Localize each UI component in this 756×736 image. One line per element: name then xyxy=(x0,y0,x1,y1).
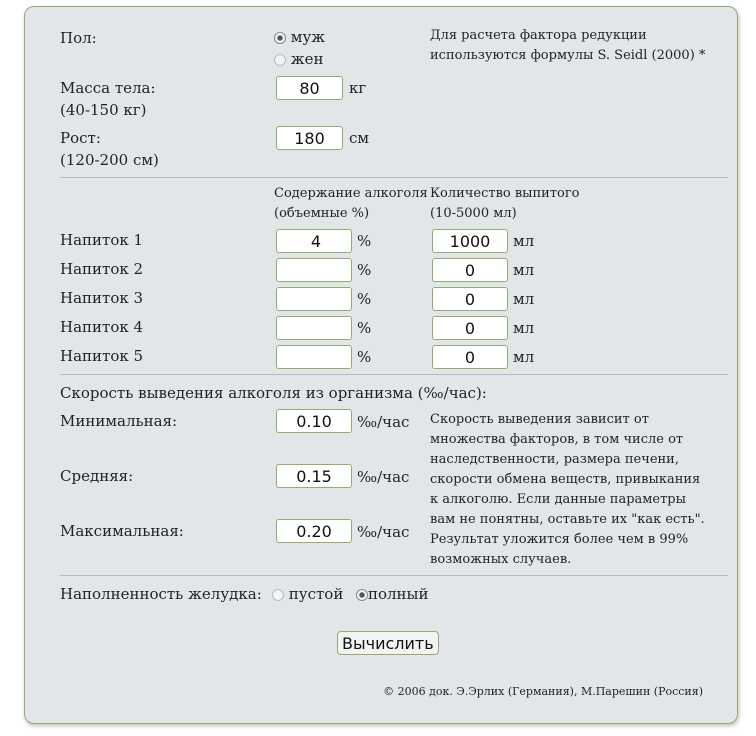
stomach-option-full-label: полный xyxy=(368,585,429,603)
radio-female[interactable] xyxy=(274,54,286,66)
divider xyxy=(60,177,728,178)
drink-percent-unit: % xyxy=(357,290,372,308)
drink-label: Напиток 2 xyxy=(60,260,144,278)
alcohol-header-line-2: (объемные %) xyxy=(274,206,370,221)
drink-amount-unit: мл xyxy=(513,261,535,279)
drink-label: Напиток 3 xyxy=(60,289,144,307)
drink-amount-input[interactable] xyxy=(432,316,508,340)
weight-label: Масса тела: xyxy=(60,79,156,97)
weight-range: (40-150 кг) xyxy=(60,101,147,119)
drink-amount-input[interactable] xyxy=(432,229,508,253)
drink-amount-input[interactable] xyxy=(432,345,508,369)
stomach-label: Наполненность желудка: xyxy=(60,585,262,603)
stomach-option-empty[interactable] xyxy=(272,584,343,604)
amount-header-line-2: (10-5000 мл) xyxy=(430,206,517,221)
elimination-title: Скорость выведения алкоголя из организма (‰/час): xyxy=(60,384,487,402)
drink-amount-unit: мл xyxy=(513,290,535,308)
stomach-option-full[interactable] xyxy=(356,584,429,604)
drink-row xyxy=(25,258,725,287)
divider xyxy=(60,575,728,576)
rate-max-unit: ‰/час xyxy=(357,523,410,541)
gender-option-female[interactable] xyxy=(274,49,323,69)
height-range: (120-200 см) xyxy=(60,151,159,169)
divider xyxy=(60,374,728,375)
elimination-note-line: Скорость выведения зависит от xyxy=(430,412,649,427)
formula-note-line-1: Для расчета фактора редукции xyxy=(430,28,647,43)
drink-label: Напиток 4 xyxy=(60,318,144,336)
drink-row xyxy=(25,287,725,316)
drink-label: Напиток 5 xyxy=(60,347,144,365)
copyright: © 2006 док. Э.Эрлих (Германия), М.Парешин (Россия) xyxy=(383,685,703,698)
drink-percent-input[interactable] xyxy=(276,316,352,340)
calculator-panel xyxy=(24,6,738,724)
weight-unit: кг xyxy=(349,79,367,97)
drink-amount-input[interactable] xyxy=(432,258,508,282)
gender-option-female-label: жен xyxy=(290,50,324,68)
drink-amount-unit: мл xyxy=(513,348,535,366)
elimination-note-line: возможных случаев. xyxy=(430,552,572,567)
height-unit: см xyxy=(349,129,370,147)
elimination-note-line: наследственности, размера печени, xyxy=(430,452,679,467)
drink-label: Напиток 1 xyxy=(60,231,144,249)
gender-option-male[interactable] xyxy=(274,27,325,47)
height-label: Рост: xyxy=(60,129,101,147)
formula-note-line-2: используются формулы S. Seidl (2000) * xyxy=(430,48,706,63)
drink-row xyxy=(25,229,725,258)
gender-label: Пол: xyxy=(60,29,97,47)
drink-amount-unit: мл xyxy=(513,232,535,250)
drink-percent-input[interactable] xyxy=(276,229,352,253)
drink-row xyxy=(25,345,725,374)
rate-max-label: Максимальная: xyxy=(60,522,184,540)
drink-percent-unit: % xyxy=(357,232,372,250)
radio-stomach-empty[interactable] xyxy=(272,589,284,601)
weight-input[interactable] xyxy=(276,76,343,100)
elimination-note-line: множества факторов, в том числе от xyxy=(430,432,684,447)
elimination-note-line: к алкоголю. Если данные параметры xyxy=(430,492,686,507)
elimination-note-line: Результат уложится более чем в 99% xyxy=(430,532,689,547)
rate-min-input[interactable] xyxy=(276,409,352,433)
gender-option-male-label: муж xyxy=(290,28,326,46)
drink-percent-unit: % xyxy=(357,319,372,337)
rate-avg-label: Средняя: xyxy=(60,467,134,485)
height-input[interactable] xyxy=(276,126,343,150)
amount-header-line-1: Количество выпитого xyxy=(430,186,580,201)
rate-avg-input[interactable] xyxy=(276,464,352,488)
stomach-option-empty-label: пустой xyxy=(288,585,344,603)
rate-min-label: Минимальная: xyxy=(60,412,178,430)
elimination-note-line: скорости обмена веществ, привыкания xyxy=(430,472,701,487)
alcohol-header-line-1: Содержание алкоголя xyxy=(274,186,428,201)
rate-min-unit: ‰/час xyxy=(357,413,410,431)
drink-amount-unit: мл xyxy=(513,319,535,337)
rate-max-input[interactable] xyxy=(276,519,352,543)
elimination-note-line: вам не понятны, оставьте их "как есть". xyxy=(430,512,705,527)
drink-percent-unit: % xyxy=(357,261,372,279)
drink-percent-input[interactable] xyxy=(276,345,352,369)
radio-stomach-full[interactable] xyxy=(356,589,368,601)
drink-row xyxy=(25,316,725,345)
drink-percent-input[interactable] xyxy=(276,258,352,282)
drink-percent-unit: % xyxy=(357,348,372,366)
calculate-button[interactable]: Вычислить xyxy=(337,631,439,655)
rate-avg-unit: ‰/час xyxy=(357,468,410,486)
drink-percent-input[interactable] xyxy=(276,287,352,311)
radio-male[interactable] xyxy=(274,32,286,44)
drink-amount-input[interactable] xyxy=(432,287,508,311)
